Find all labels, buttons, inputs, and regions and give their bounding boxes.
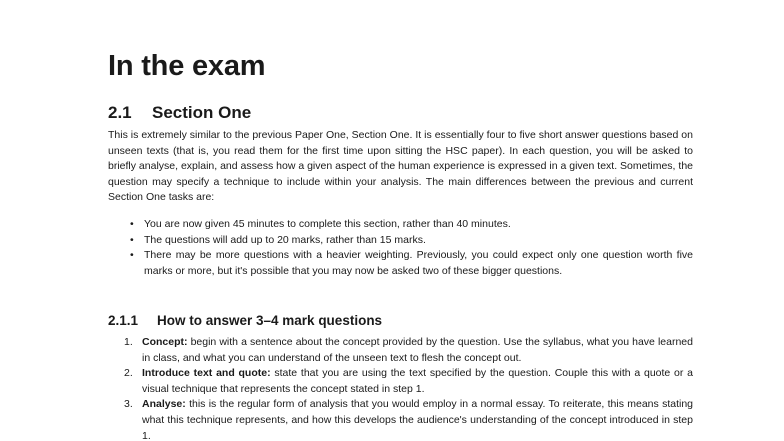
list-item-text: You are now given 45 minutes to complete this section, rather than 40 minutes. [144,218,511,230]
step-item [108,397,693,441]
list-item-text: There may be more questions with a heavier weighting. Previously, you could expect only one question worth five marks or more, but it's possible that you may now be asked two of these bigger questions. [144,249,693,277]
list-item-text: The questions will add up to 20 marks, rather than 15 marks. [144,233,426,246]
step-text: begin with a sentence about the concept provided by the question. Use the syllabus, what you have learned in class, and what you can understand of the unseen text to flesh the concept out. [142,336,693,364]
bullet-icon: • [130,218,134,230]
step-text: this is the regular form of analysis that you would employ in a normal essay. To reiterate, this means stating what this technique represents, and how this develops the audience's understanding of the concept introduced in step 1. [142,398,693,441]
subsection-title: How to answer 3–4 mark questions [157,313,383,328]
step-lead: Concept: [142,336,188,348]
bullet-icon: • [130,249,134,262]
list-item [108,233,693,249]
steps-list [108,335,693,441]
differences-list [108,217,693,279]
step-item [108,335,693,366]
subsection-heading [108,312,382,330]
section-number: 2.1 [108,103,132,122]
bullet-icon: • [130,233,134,246]
step-lead: Analyse: [142,398,186,411]
step-item [108,366,693,397]
list-item [108,217,693,233]
document-page [108,48,693,441]
section-heading [108,102,251,124]
step-number: 3. [124,398,133,411]
section-title: Section One [152,103,252,122]
list-item [108,248,693,279]
subsection-number: 2.1.1 [108,313,139,328]
section-intro-paragraph: This is extremely similar to the previous Paper One, Section One. It is essentially four to five short answer questions based on unseen texts (that is, you read them for the first time upon sitting the HSC paper). In each question, you will be asked to briefly analyse, explain, and assess how a given aspect of the human experience is expressed in a given text. Sometimes, the question may specify a technique to include within your analysis. The main differences between the previous and current Section One tasks are: [108,129,693,204]
step-text: state that you are using the text specified by the question. Couple this with a quote or a visual technique that represents the concept stated in step 1. [142,367,693,395]
chapter-title: In the exam [108,50,266,82]
step-number: 1. [124,336,133,348]
step-lead: Introduce text and quote: [142,367,271,380]
step-number: 2. [124,367,133,380]
